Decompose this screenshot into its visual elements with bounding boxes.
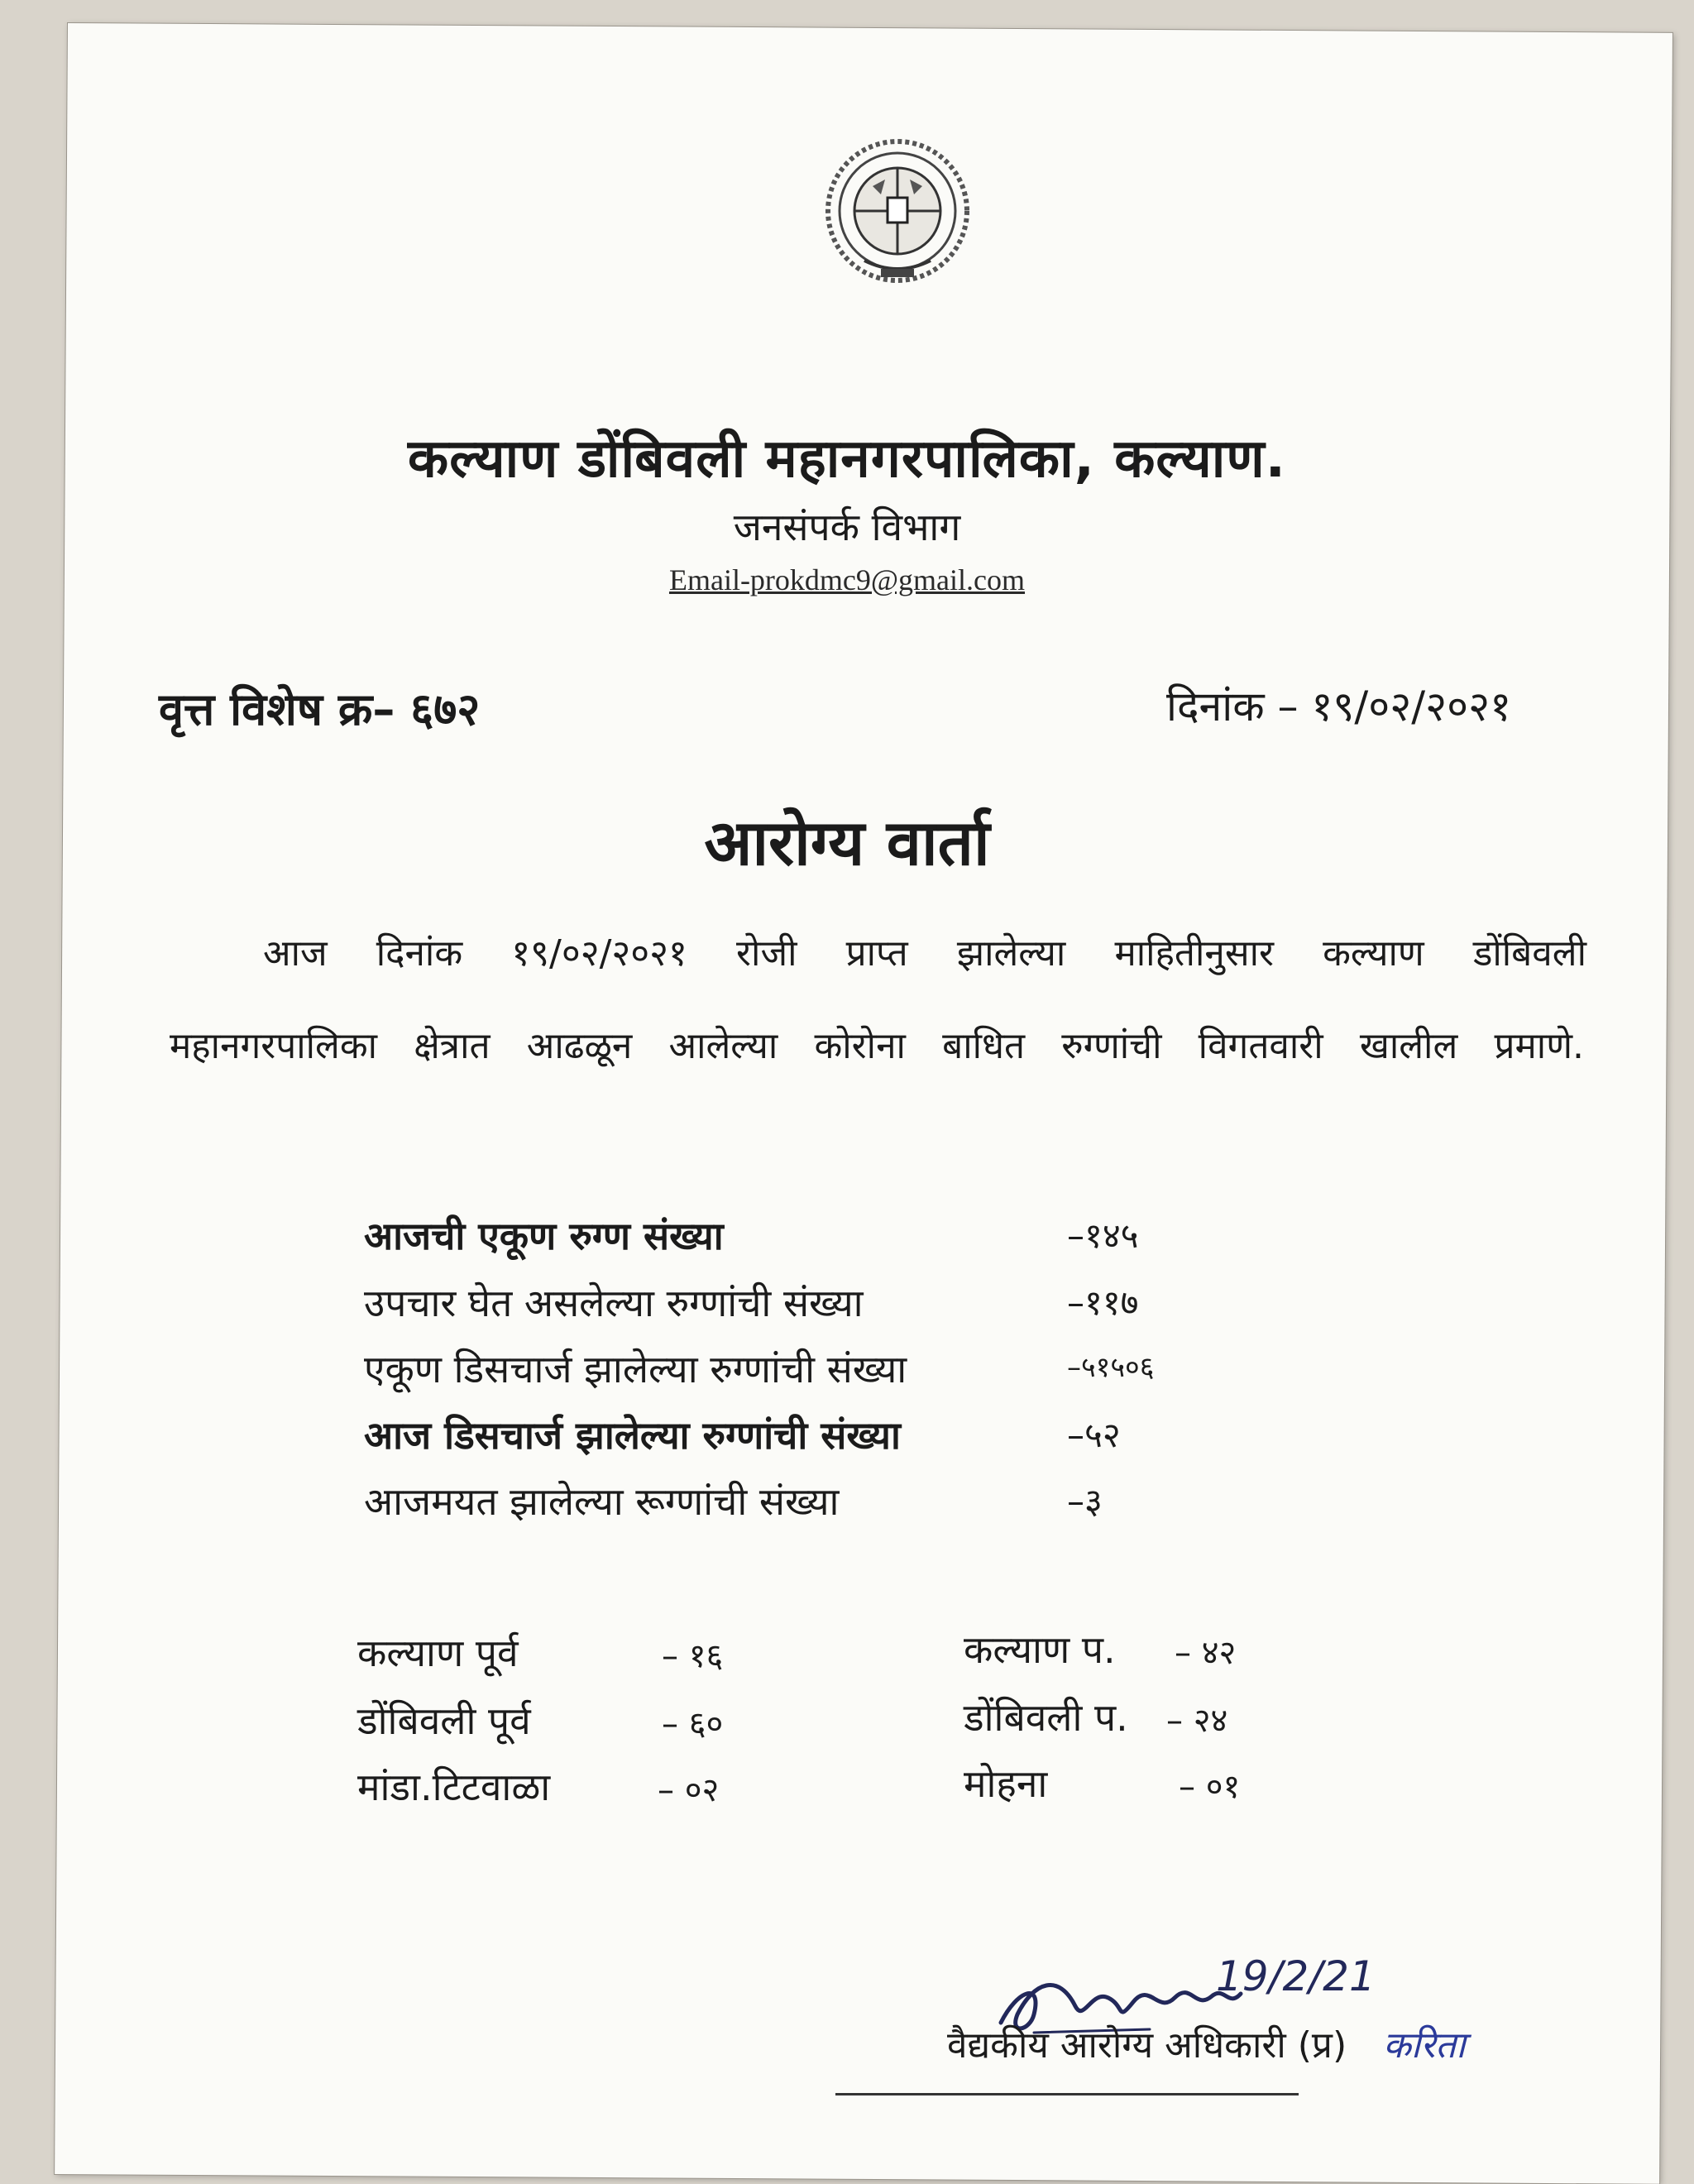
- page-title: आरोग्य वार्ता: [704, 806, 990, 879]
- cut-off-line-divider: [835, 2093, 1299, 2104]
- stat-label-total-discharged: एकूण डिसचार्ज झालेल्या रुग्णांची संख्या: [364, 1347, 907, 1391]
- signature-date: 19/2/21: [1216, 1952, 1376, 2000]
- stat-value-under-treatment: –११७: [1067, 1282, 1139, 1323]
- ward-name-kalyan-east: कल्याण पूर्व: [357, 1631, 519, 1675]
- stat-label-discharged-today: आज डिसचार्ज झालेल्या रुग्णांची संख्या: [364, 1413, 901, 1458]
- ward-name-kalyan-west: कल्याण प.: [964, 1627, 1116, 1672]
- stat-value-discharged-today: –५२: [1067, 1415, 1121, 1455]
- on-behalf-note: करिता: [1383, 2024, 1466, 2067]
- document-date: दिनांक – १९/०२/२०२१: [1166, 682, 1512, 730]
- ward-name-dombivli-west: डोंबिवली प.: [964, 1695, 1128, 1740]
- ward-name-mohana: मोहना: [964, 1761, 1048, 1806]
- ward-name-manda-titwala: मांडा.टिटवाळा: [357, 1765, 551, 1809]
- municipal-seal-icon: [823, 136, 972, 285]
- stat-label-total-today: आजची एकूण रुग्ण संख्या: [364, 1214, 724, 1258]
- organization-title: कल्याण डोंबिवली महानगरपालिका, कल्याण.: [408, 429, 1286, 490]
- intro-line-2: महानगरपालिका क्षेत्रात आढळून आलेल्या कोरोना बाधित रुग्णांची विगतवारी खालील प्रमाणे.: [170, 1025, 1584, 1067]
- stat-value-total-today: –१४५: [1067, 1215, 1139, 1256]
- officer-designation: वैद्यकीय आरोग्य अधिकारी (प्र): [947, 2024, 1347, 2067]
- email-address: Email-prokdmc9@gmail.com: [668, 563, 1026, 596]
- stat-value-total-discharged: –५१५०६: [1067, 1351, 1155, 1384]
- stat-value-deaths: –३: [1067, 1481, 1103, 1521]
- ward-value-dombivli-west: – २४: [1166, 1702, 1228, 1740]
- ward-value-kalyan-west: – ४२: [1175, 1634, 1237, 1672]
- ward-value-kalyan-east: – १६: [662, 1637, 724, 1675]
- ward-value-dombivli-east: – ६०: [662, 1705, 724, 1743]
- stat-label-deaths: आजमयत झालेल्या रूग्णांची संख्या: [364, 1479, 840, 1524]
- department-name: जनसंपर्क विभाग: [733, 505, 961, 549]
- ward-value-manda-titwala: – ०२: [658, 1771, 720, 1809]
- document-page: [55, 23, 1672, 2184]
- reference-number: वृत्त विशेष क्र– ६७२: [159, 683, 481, 735]
- ward-name-dombivli-east: डोंबिवली पूर्व: [357, 1698, 531, 1743]
- intro-line-1: आज दिनांक १९/०२/२०२१ रोजी प्राप्त झालेल्या माहितीनुसार कल्याण डोंबिवली: [263, 932, 1586, 975]
- stat-label-under-treatment: उपचार घेत असलेल्या रुग्णांची संख्या: [364, 1281, 864, 1325]
- ward-value-mohana: – ०१: [1179, 1768, 1241, 1806]
